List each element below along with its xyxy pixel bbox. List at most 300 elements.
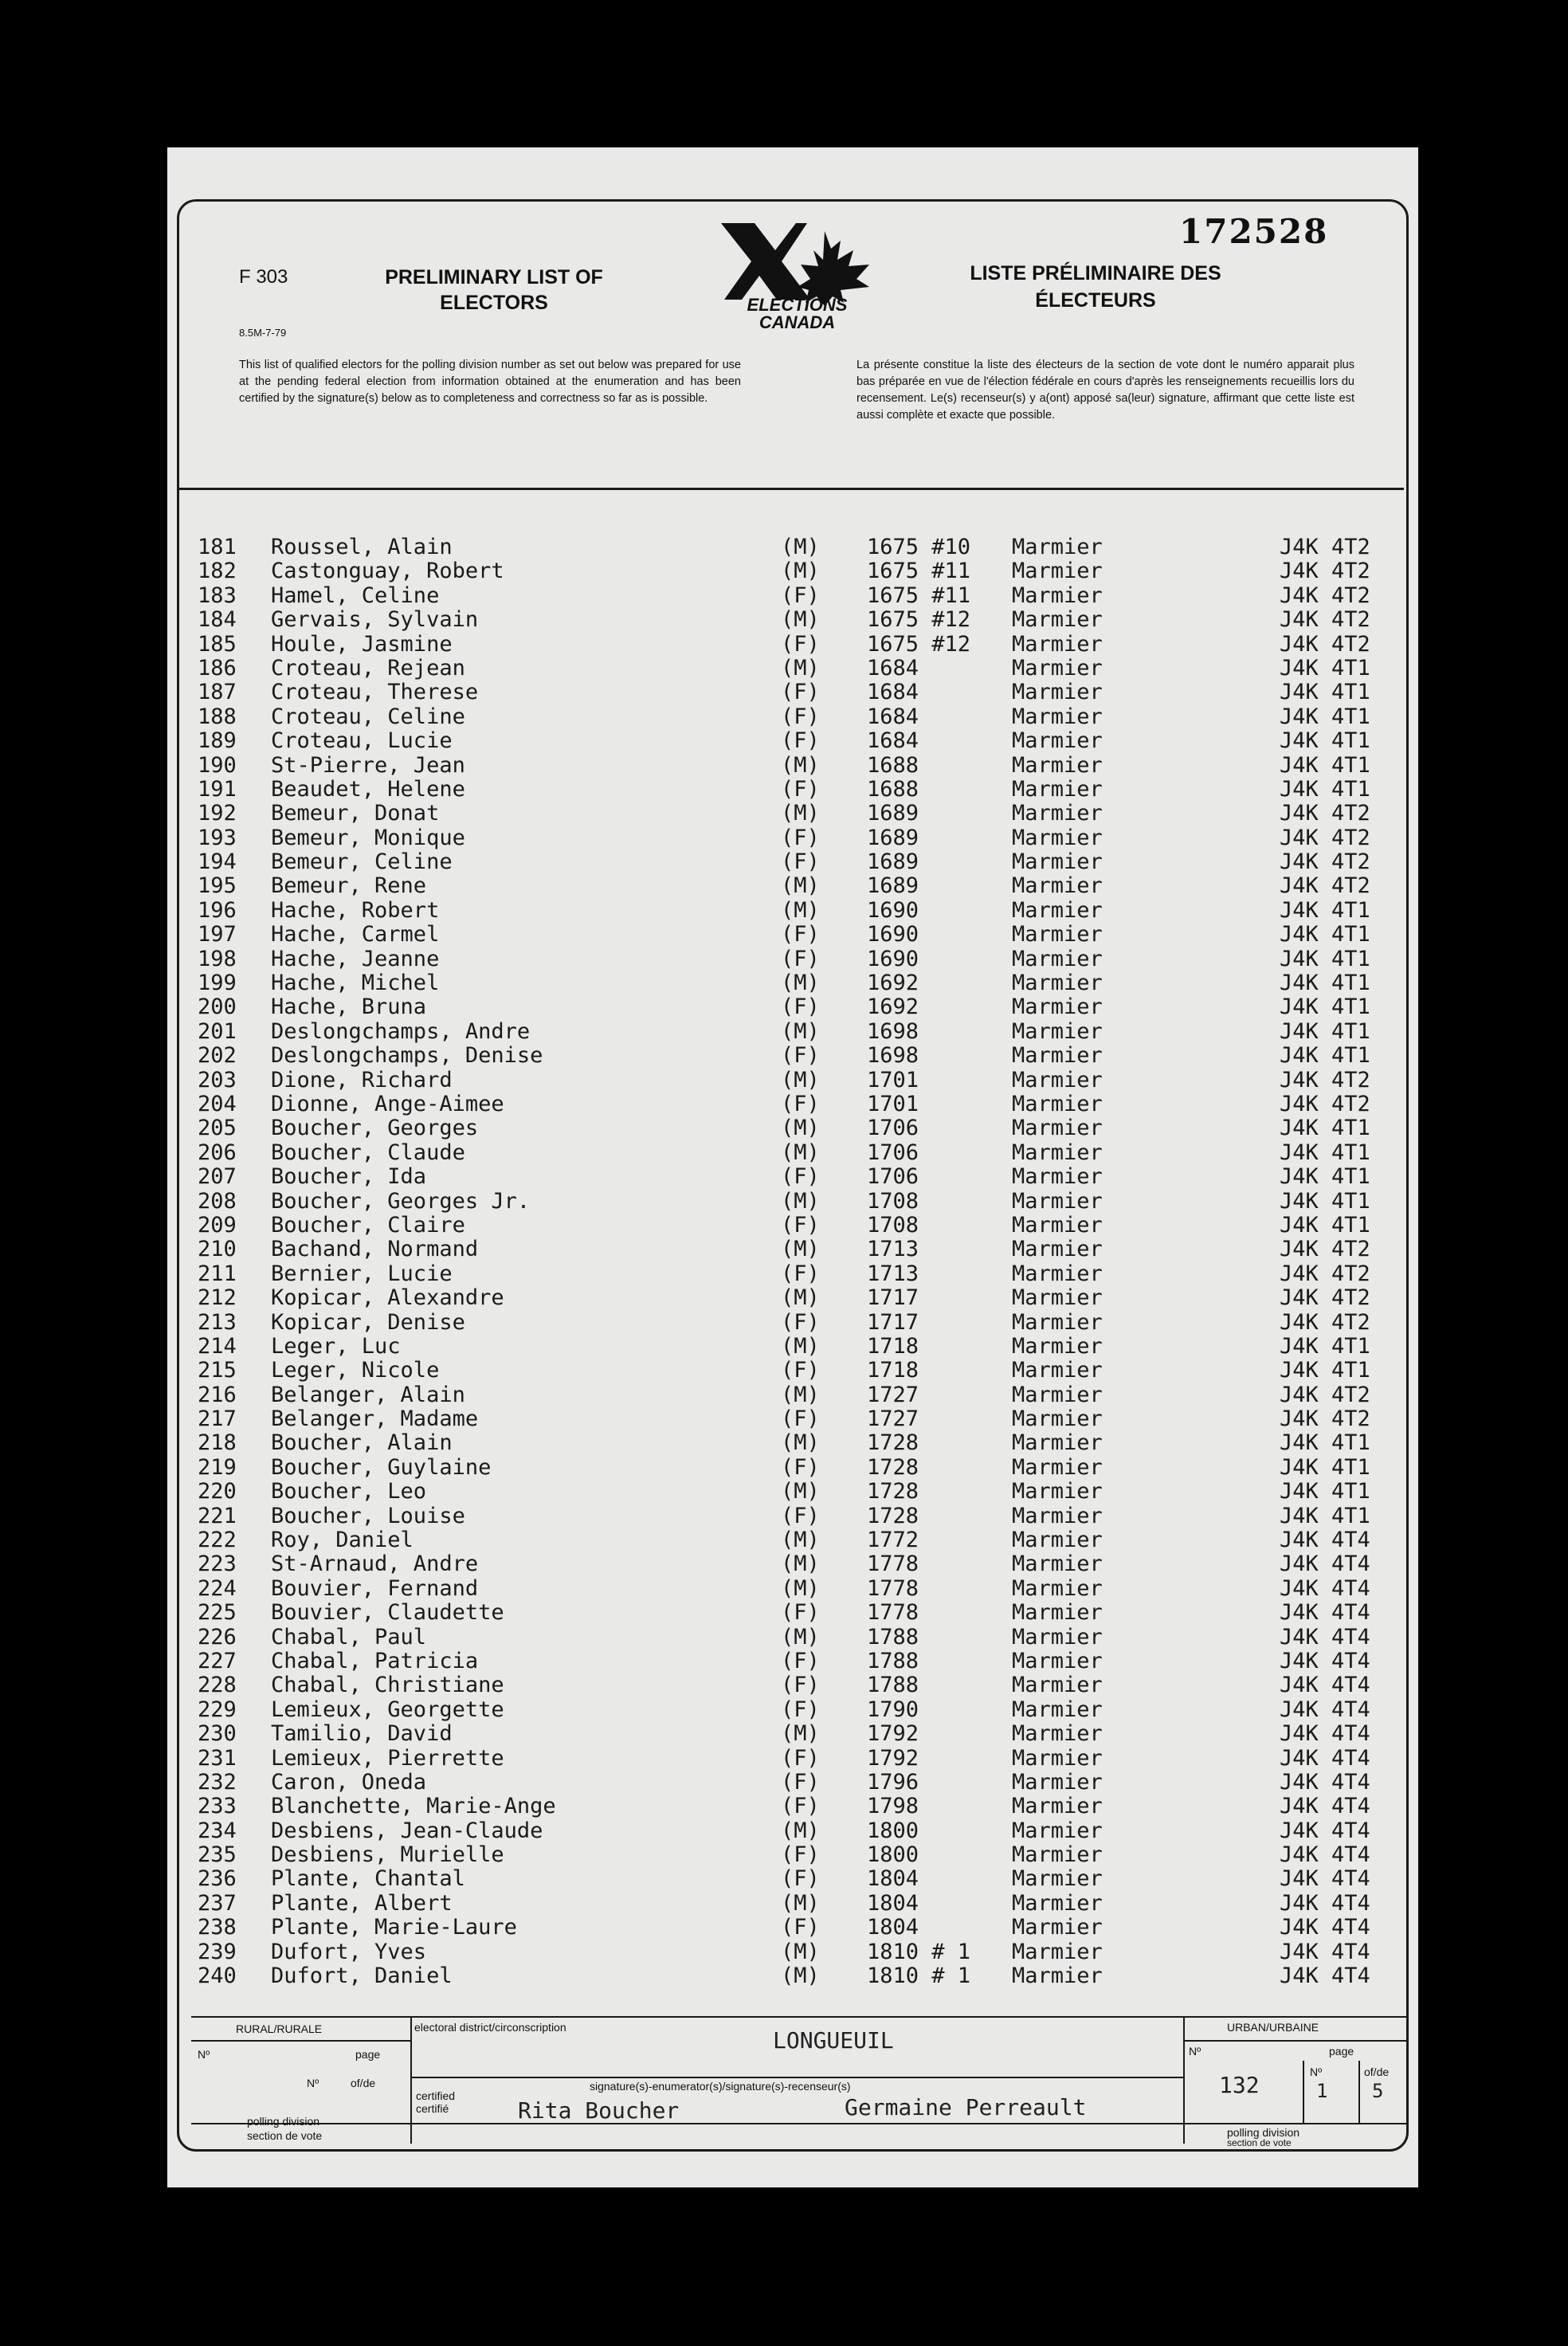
elector-street: Marmier xyxy=(1012,1212,1103,1238)
elector-postal-code: J4K 4T2 xyxy=(1280,1285,1370,1311)
elector-sex: (M) xyxy=(781,1890,820,1916)
elector-postal-code: J4K 4T2 xyxy=(1280,1261,1370,1286)
elector-postal-code: J4K 4T1 xyxy=(1280,1503,1370,1528)
elector-sex: (M) xyxy=(781,801,820,826)
elector-number: 181 xyxy=(198,535,237,559)
elector-address: 1772 xyxy=(867,1528,919,1553)
elector-number: 240 xyxy=(198,1964,237,1989)
elector-sex: (F) xyxy=(781,1358,820,1383)
elector-postal-code: J4K 4T1 xyxy=(1280,1333,1370,1359)
elector-address: 1675 #10 xyxy=(867,535,971,559)
elector-name: Dufort, Daniel xyxy=(271,1964,453,1989)
rural-label: RURAL/RURALE xyxy=(236,2022,323,2035)
elector-number: 218 xyxy=(198,1430,237,1456)
elector-row xyxy=(198,923,1393,947)
elector-number: 237 xyxy=(198,1890,237,1916)
elector-row xyxy=(198,657,1393,681)
elector-address: 1675 #12 xyxy=(867,631,971,657)
elector-name: Kopicar, Denise xyxy=(271,1309,465,1335)
district-value: LONGUEUIL xyxy=(773,2027,894,2054)
elector-postal-code: J4K 4T4 xyxy=(1280,1939,1370,1964)
elector-row xyxy=(198,1916,1393,1940)
elector-name: Roy, Daniel xyxy=(271,1528,414,1553)
elector-name: Hache, Bruna xyxy=(271,994,427,1020)
elector-number: 200 xyxy=(198,994,237,1020)
elector-name: Boucher, Ida xyxy=(271,1164,427,1190)
elector-street: Marmier xyxy=(1012,1164,1103,1190)
title-french-line2: ÉLECTEURS xyxy=(1035,289,1156,312)
elector-sex: (M) xyxy=(781,1721,820,1747)
form-number: F 303 xyxy=(239,266,288,288)
elector-name: Boucher, Claude xyxy=(271,1140,465,1165)
elector-street: Marmier xyxy=(1012,825,1103,850)
elector-street: Marmier xyxy=(1012,607,1103,633)
elector-number: 194 xyxy=(198,849,237,875)
elector-street: Marmier xyxy=(1012,1140,1103,1165)
elector-name: Hache, Jeanne xyxy=(271,946,440,971)
elector-address: 1684 xyxy=(867,680,919,705)
elector-address: 1698 xyxy=(867,1043,919,1069)
elector-address: 1713 xyxy=(867,1261,919,1286)
elector-postal-code: J4K 4T4 xyxy=(1280,1890,1370,1916)
elector-postal-code: J4K 4T2 xyxy=(1280,825,1370,850)
elector-postal-code: J4K 4T2 xyxy=(1280,1237,1370,1262)
elector-sex: (M) xyxy=(781,897,820,923)
elector-name: Kopicar, Alexandre xyxy=(271,1285,504,1311)
header-divider xyxy=(177,488,1404,490)
elector-street: Marmier xyxy=(1012,873,1103,899)
elector-sex: (M) xyxy=(781,1116,820,1141)
elector-address: 1713 xyxy=(867,1237,919,1262)
rural-of-label: of/de xyxy=(351,2077,376,2089)
elector-street: Marmier xyxy=(1012,1552,1103,1577)
elector-number: 187 xyxy=(198,680,237,705)
elector-address: 1706 xyxy=(867,1140,919,1165)
elector-postal-code: J4K 4T1 xyxy=(1280,776,1370,802)
elector-row xyxy=(198,1093,1393,1116)
elector-street: Marmier xyxy=(1012,1261,1103,1286)
elector-name: Bouvier, Fernand xyxy=(271,1575,479,1601)
elector-number: 206 xyxy=(198,1140,237,1165)
rural-no-label: Nº xyxy=(198,2048,210,2061)
elector-sex: (M) xyxy=(781,1818,820,1843)
elector-row xyxy=(198,1141,1393,1165)
elector-number: 216 xyxy=(198,1382,237,1407)
elector-address: 1790 xyxy=(867,1697,919,1722)
elector-number: 208 xyxy=(198,1188,237,1214)
elector-street: Marmier xyxy=(1012,1818,1103,1843)
elector-row xyxy=(198,1771,1393,1795)
elector-sex: (F) xyxy=(781,1503,820,1528)
elector-street: Marmier xyxy=(1012,994,1103,1020)
elector-name: Croteau, Rejean xyxy=(271,655,465,681)
elector-row xyxy=(198,1528,1393,1552)
elector-sex: (F) xyxy=(781,1648,820,1673)
elector-row xyxy=(198,1238,1393,1261)
elector-name: Leger, Luc xyxy=(271,1333,401,1359)
elector-street: Marmier xyxy=(1012,1091,1103,1116)
elector-name: Boucher, Louise xyxy=(271,1503,465,1528)
elector-sex: (F) xyxy=(781,946,820,971)
elector-postal-code: J4K 4T1 xyxy=(1280,704,1370,729)
elector-row xyxy=(198,995,1393,1019)
elector-number: 182 xyxy=(198,559,237,584)
elector-postal-code: J4K 4T2 xyxy=(1280,583,1370,608)
elector-row xyxy=(198,1214,1393,1238)
elector-sex: (M) xyxy=(781,1382,820,1407)
elector-postal-code: J4K 4T1 xyxy=(1280,752,1370,778)
elector-row xyxy=(198,559,1393,583)
footer-divider-3 xyxy=(1303,2061,1304,2124)
elector-street: Marmier xyxy=(1012,1382,1103,1407)
elector-address: 1804 xyxy=(867,1866,919,1892)
elector-number: 199 xyxy=(198,971,237,996)
elector-street: Marmier xyxy=(1012,1721,1103,1747)
elector-street: Marmier xyxy=(1012,1624,1103,1650)
title-english xyxy=(351,265,637,316)
elector-number: 212 xyxy=(198,1285,237,1311)
elector-postal-code: J4K 4T2 xyxy=(1280,607,1370,633)
elector-row xyxy=(198,1747,1393,1771)
elector-postal-code: J4K 4T4 xyxy=(1280,1842,1370,1868)
elector-sex: (F) xyxy=(781,1600,820,1626)
footer-block xyxy=(191,2016,1409,2148)
elector-sex: (M) xyxy=(781,1188,820,1214)
elector-row xyxy=(198,1504,1393,1528)
elector-row xyxy=(198,778,1393,802)
elector-row xyxy=(198,1359,1393,1383)
elector-number: 186 xyxy=(198,655,237,681)
elector-address: 1718 xyxy=(867,1358,919,1383)
elector-name: Bernier, Lucie xyxy=(271,1261,453,1286)
certified-label-en: certified xyxy=(416,2089,456,2102)
elector-sex: (M) xyxy=(781,1067,820,1093)
elector-number: 191 xyxy=(198,776,237,802)
elector-street: Marmier xyxy=(1012,801,1103,826)
elector-sex: (F) xyxy=(781,1309,820,1335)
print-code: 8.5M-7-79 xyxy=(239,327,287,339)
elector-number: 234 xyxy=(198,1818,237,1843)
elector-postal-code: J4K 4T4 xyxy=(1280,1915,1370,1940)
elector-postal-code: J4K 4T1 xyxy=(1280,728,1370,754)
urban-page-label: page xyxy=(1329,2045,1354,2058)
elector-number: 226 xyxy=(198,1624,237,1650)
elector-address: 1727 xyxy=(867,1406,919,1432)
elector-row xyxy=(198,536,1393,559)
elector-number: 225 xyxy=(198,1600,237,1626)
elector-postal-code: J4K 4T2 xyxy=(1280,1406,1370,1432)
elector-postal-code: J4K 4T4 xyxy=(1280,1673,1370,1698)
elector-number: 196 xyxy=(198,897,237,923)
elector-sex: (M) xyxy=(781,1237,820,1262)
elector-number: 188 xyxy=(198,704,237,729)
elector-row xyxy=(198,1940,1393,1964)
elector-postal-code: J4K 4T4 xyxy=(1280,1721,1370,1747)
elector-address: 1804 xyxy=(867,1915,919,1940)
elector-sex: (F) xyxy=(781,1406,820,1432)
elector-postal-code: J4K 4T4 xyxy=(1280,1575,1370,1601)
elector-name: Chabal, Christiane xyxy=(271,1673,504,1698)
elector-sex: (M) xyxy=(781,607,820,633)
elector-street: Marmier xyxy=(1012,535,1103,559)
elector-street: Marmier xyxy=(1012,583,1103,608)
signature-label: signature(s)-enumerator(s)/signature(s)-recenseur(s) xyxy=(590,2080,851,2093)
elector-postal-code: J4K 4T2 xyxy=(1280,559,1370,584)
elector-list xyxy=(198,536,1393,1988)
elector-street: Marmier xyxy=(1012,1673,1103,1698)
elector-row xyxy=(198,1480,1393,1504)
elector-address: 1728 xyxy=(867,1430,919,1456)
elector-street: Marmier xyxy=(1012,1575,1103,1601)
elector-sex: (M) xyxy=(781,1575,820,1601)
enumerator-1-signature: Rita Boucher xyxy=(518,2097,680,2124)
elector-sex: (F) xyxy=(781,704,820,729)
title-french-line1: LISTE PRÉLIMINAIRE DES xyxy=(970,262,1221,284)
elector-street: Marmier xyxy=(1012,1454,1103,1480)
elector-street: Marmier xyxy=(1012,1188,1103,1214)
elector-row xyxy=(198,1867,1393,1891)
elector-number: 228 xyxy=(198,1673,237,1698)
elector-number: 238 xyxy=(198,1915,237,1940)
elector-sex: (M) xyxy=(781,971,820,996)
elector-address: 1778 xyxy=(867,1575,919,1601)
elector-postal-code: J4K 4T1 xyxy=(1280,1018,1370,1044)
elector-street: Marmier xyxy=(1012,1285,1103,1311)
title-english-line2: ELECTORS xyxy=(440,292,548,314)
elector-sex: (M) xyxy=(781,1964,820,1989)
urban-page-no-label: Nº xyxy=(1310,2066,1323,2078)
elector-number: 210 xyxy=(198,1237,237,1262)
elector-number: 236 xyxy=(198,1866,237,1892)
elector-address: 1675 #11 xyxy=(867,559,971,584)
elector-sex: (F) xyxy=(781,1697,820,1722)
elector-postal-code: J4K 4T4 xyxy=(1280,1600,1370,1626)
elector-number: 195 xyxy=(198,873,237,899)
elector-sex: (F) xyxy=(781,825,820,850)
elector-number: 184 xyxy=(198,607,237,633)
elector-street: Marmier xyxy=(1012,1600,1103,1626)
elector-sex: (F) xyxy=(781,994,820,1020)
elector-number: 223 xyxy=(198,1552,237,1577)
elector-address: 1706 xyxy=(867,1164,919,1190)
elector-name: Deslongchamps, Andre xyxy=(271,1018,531,1044)
elector-sex: (M) xyxy=(781,655,820,681)
elector-address: 1728 xyxy=(867,1503,919,1528)
elector-name: Blanchette, Marie-Ange xyxy=(271,1794,556,1819)
elector-name: Boucher, Leo xyxy=(271,1479,427,1504)
elector-row xyxy=(198,1698,1393,1722)
district-label: electoral district/circonscription xyxy=(414,2021,566,2034)
footer-bottom-line xyxy=(191,2123,1409,2124)
urban-of-label: of/de xyxy=(1364,2066,1390,2078)
rural-polling-label-en: polling division xyxy=(247,2115,320,2128)
elector-postal-code: J4K 4T1 xyxy=(1280,1140,1370,1165)
elector-address: 1690 xyxy=(867,897,919,923)
elector-row xyxy=(198,1286,1393,1310)
elector-address: 1706 xyxy=(867,1116,919,1141)
elector-postal-code: J4K 4T1 xyxy=(1280,946,1370,971)
elector-postal-code: J4K 4T4 xyxy=(1280,1964,1370,1989)
elector-address: 1804 xyxy=(867,1890,919,1916)
elector-address: 1688 xyxy=(867,776,919,802)
elector-address: 1690 xyxy=(867,922,919,947)
elector-row xyxy=(198,1165,1393,1189)
elector-sex: (F) xyxy=(781,1769,820,1795)
elector-row xyxy=(198,1190,1393,1214)
elector-name: Boucher, Georges Jr. xyxy=(271,1188,531,1214)
elector-postal-code: J4K 4T4 xyxy=(1280,1624,1370,1650)
elector-row xyxy=(198,947,1393,971)
elector-name: Hache, Michel xyxy=(271,971,440,996)
elector-street: Marmier xyxy=(1012,849,1103,875)
elector-address: 1792 xyxy=(867,1745,919,1771)
elector-name: Croteau, Celine xyxy=(271,704,465,729)
elector-street: Marmier xyxy=(1012,680,1103,705)
elector-street: Marmier xyxy=(1012,922,1103,947)
elector-street: Marmier xyxy=(1012,1866,1103,1892)
elector-address: 1796 xyxy=(867,1769,919,1795)
elector-sex: (F) xyxy=(781,1866,820,1892)
elector-number: 213 xyxy=(198,1309,237,1335)
elector-street: Marmier xyxy=(1012,1406,1103,1432)
elector-name: Castonguay, Robert xyxy=(271,559,504,584)
elector-postal-code: J4K 4T4 xyxy=(1280,1818,1370,1843)
elector-address: 1689 xyxy=(867,849,919,875)
elector-number: 207 xyxy=(198,1164,237,1190)
elector-row xyxy=(198,1626,1393,1650)
elector-street: Marmier xyxy=(1012,1043,1103,1069)
elector-row xyxy=(198,874,1393,898)
elector-street: Marmier xyxy=(1012,1067,1103,1093)
elector-street: Marmier xyxy=(1012,1745,1103,1771)
urban-polling-label-en: polling division xyxy=(1227,2126,1300,2139)
elector-street: Marmier xyxy=(1012,1915,1103,1940)
elector-sex: (M) xyxy=(781,1430,820,1456)
elector-number: 190 xyxy=(198,752,237,778)
elector-name: Gervais, Sylvain xyxy=(271,607,479,633)
elector-name: Caron, Oneda xyxy=(271,1769,427,1795)
elector-postal-code: J4K 4T2 xyxy=(1280,1382,1370,1407)
elector-address: 1717 xyxy=(867,1309,919,1335)
elector-sex: (M) xyxy=(781,1479,820,1504)
elector-name: Croteau, Lucie xyxy=(271,728,453,754)
elector-number: 185 xyxy=(198,631,237,657)
elector-street: Marmier xyxy=(1012,1794,1103,1819)
elector-row xyxy=(198,1069,1393,1093)
elector-address: 1698 xyxy=(867,1018,919,1044)
elector-name: Bemeur, Rene xyxy=(271,873,427,899)
footer-signature-line xyxy=(410,2077,1183,2078)
elector-street: Marmier xyxy=(1012,946,1103,971)
elector-row xyxy=(198,802,1393,826)
elector-name: Leger, Nicole xyxy=(271,1358,440,1383)
elector-name: Desbiens, Murielle xyxy=(271,1842,504,1868)
elector-row xyxy=(198,1892,1393,1916)
elector-number: 209 xyxy=(198,1212,237,1238)
elector-row xyxy=(198,826,1393,850)
elector-sex: (M) xyxy=(781,1333,820,1359)
elector-number: 221 xyxy=(198,1503,237,1528)
elector-postal-code: J4K 4T4 xyxy=(1280,1648,1370,1673)
elector-name: Roussel, Alain xyxy=(271,535,453,559)
elector-postal-code: J4K 4T4 xyxy=(1280,1552,1370,1577)
elector-street: Marmier xyxy=(1012,559,1103,584)
elector-sex: (F) xyxy=(781,728,820,754)
elector-street: Marmier xyxy=(1012,752,1103,778)
elector-sex: (F) xyxy=(781,1212,820,1238)
elector-sex: (F) xyxy=(781,631,820,657)
elector-row xyxy=(198,1020,1393,1044)
elector-name: Bachand, Normand xyxy=(271,1237,479,1262)
elector-row xyxy=(198,705,1393,729)
intro-french: La présente constitue la liste des électeurs de la section de vote dont le numéro apparait plus bas préparée en vue de l'élection fédérale en cours d'après les renseignements recueillis lors du recensement. Le(s) recenseur(s) y a(ont) apposé sa(leur) signature, affirmant que cette liste est aussi complète et exacte que possible. xyxy=(857,359,1354,422)
elector-number: 183 xyxy=(198,583,237,608)
elector-address: 1792 xyxy=(867,1721,919,1747)
elector-row xyxy=(198,633,1393,657)
elector-number: 198 xyxy=(198,946,237,971)
elector-row xyxy=(198,1456,1393,1480)
urban-label: URBAN/URBAINE xyxy=(1227,2021,1319,2034)
elector-name: Dionne, Ange-Aimee xyxy=(271,1091,504,1116)
elector-row xyxy=(198,850,1393,874)
elector-street: Marmier xyxy=(1012,1528,1103,1553)
elector-street: Marmier xyxy=(1012,1697,1103,1722)
elector-number: 219 xyxy=(198,1454,237,1480)
elector-address: 1798 xyxy=(867,1794,919,1819)
elector-sex: (M) xyxy=(781,873,820,899)
elector-street: Marmier xyxy=(1012,1769,1103,1795)
elector-row xyxy=(198,1383,1393,1407)
elector-sex: (M) xyxy=(781,1939,820,1964)
elector-row xyxy=(198,1673,1393,1697)
footer-rural-line xyxy=(191,2040,410,2042)
elector-street: Marmier xyxy=(1012,1018,1103,1044)
elector-address: 1728 xyxy=(867,1479,919,1504)
elector-street: Marmier xyxy=(1012,1939,1103,1964)
elector-postal-code: J4K 4T4 xyxy=(1280,1794,1370,1819)
elector-postal-code: J4K 4T2 xyxy=(1280,1091,1370,1116)
elector-street: Marmier xyxy=(1012,1358,1103,1383)
elector-postal-code: J4K 4T1 xyxy=(1280,1188,1370,1214)
logo-wordmark xyxy=(708,296,887,332)
elector-name: Bouvier, Claudette xyxy=(271,1600,504,1626)
rural-page-label: page xyxy=(355,2048,381,2061)
elector-name: Deslongchamps, Denise xyxy=(271,1043,543,1069)
elector-postal-code: J4K 4T2 xyxy=(1280,849,1370,875)
elector-address: 1689 xyxy=(867,873,919,899)
elector-postal-code: J4K 4T1 xyxy=(1280,971,1370,996)
elector-sex: (M) xyxy=(781,1140,820,1165)
elector-row xyxy=(198,1116,1393,1140)
elector-number: 189 xyxy=(198,728,237,754)
elector-number: 203 xyxy=(198,1067,237,1093)
elector-sex: (M) xyxy=(781,1552,820,1577)
elector-sex: (F) xyxy=(781,1673,820,1698)
elector-name: Bemeur, Monique xyxy=(271,825,465,850)
elector-street: Marmier xyxy=(1012,1648,1103,1673)
elector-postal-code: J4K 4T2 xyxy=(1280,1309,1370,1335)
elector-name: Boucher, Alain xyxy=(271,1430,453,1456)
elector-name: Houle, Jasmine xyxy=(271,631,453,657)
elector-row xyxy=(198,1650,1393,1673)
elector-name: Bemeur, Celine xyxy=(271,849,453,875)
elector-address: 1690 xyxy=(867,946,919,971)
elector-number: 235 xyxy=(198,1842,237,1868)
footer-divider-2 xyxy=(1183,2016,1185,2144)
elector-row xyxy=(198,1407,1393,1431)
certified-label-fr: certifié xyxy=(416,2102,449,2115)
elector-postal-code: J4K 4T4 xyxy=(1280,1866,1370,1892)
